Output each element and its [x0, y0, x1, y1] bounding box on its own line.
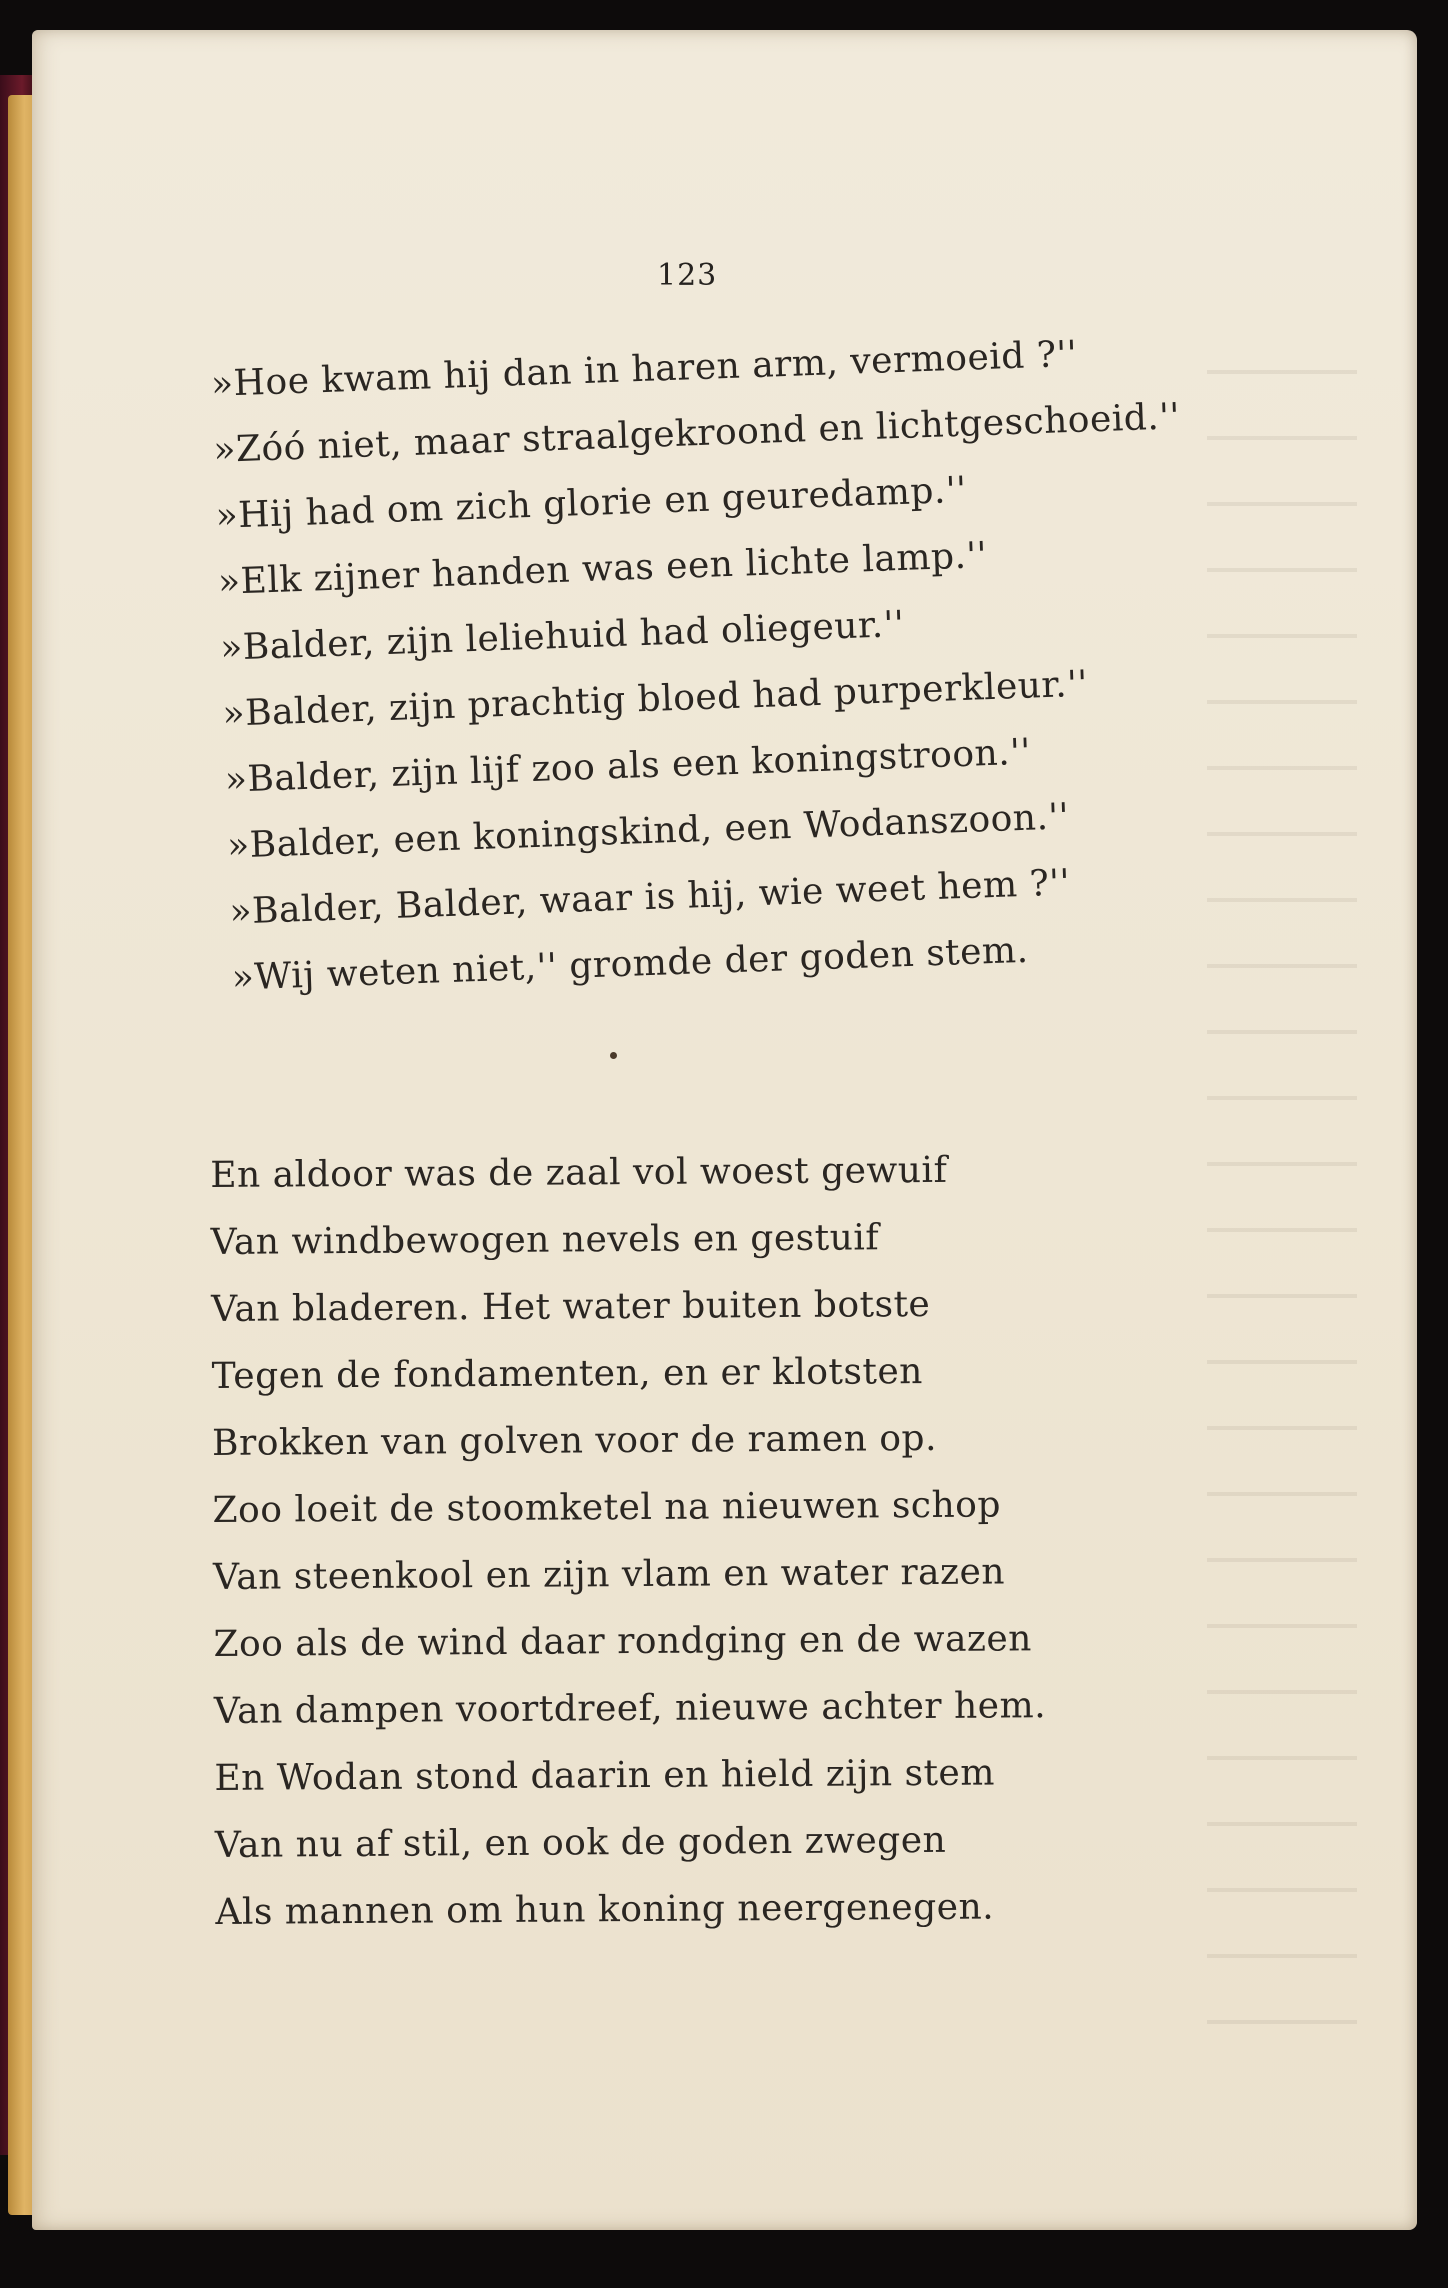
- verse-line: Van steenkool en zijn vlam en water razen: [212, 1551, 1006, 1598]
- page-number: 123: [657, 258, 718, 293]
- verse-line: »Balder, zijn lijf zoo als een koningstroon.'': [224, 731, 1032, 801]
- verse-line: Van bladeren. Het water buiten botste: [211, 1283, 931, 1330]
- verse-line: »Balder, Balder, waar is hij, wie weet hem ?'': [228, 862, 1071, 933]
- verse-line: Tegen de fondamenten, en er klotsten: [211, 1351, 924, 1397]
- verse-line: Als mannen om hun koning neergenegen.: [215, 1886, 995, 1933]
- verse-line: Zoo als de wind daar rondging en de wazen: [213, 1618, 1033, 1665]
- verse-line: »Hij had om zich glorie en geuredamp.'': [215, 469, 968, 537]
- verse-line: Brokken van golven voor de ramen op.: [211, 1417, 938, 1464]
- section-divider-dot: [610, 1052, 617, 1059]
- verse-line: »Balder, een koningskind, een Wodanszoon.'': [226, 796, 1070, 867]
- show-through-text: [1207, 330, 1357, 2030]
- verse-line: Van nu af stil, en ook de goden zwegen: [214, 1819, 947, 1866]
- verse-line: »Balder, zijn leliehuid had oliegeur.'': [219, 603, 906, 669]
- verse-line: »Wij weten niet,'' gromde der goden stem.: [231, 929, 1030, 999]
- verse-line: »Zóó niet, maar straalgekroond en lichtgeschoeid.'': [212, 396, 1181, 471]
- verse-line: »Elk zijner handen was een lichte lamp.'': [217, 535, 988, 603]
- book-page: [32, 30, 1417, 2230]
- verse-line: »Balder, zijn prachtig bloed had purperkleur.'': [221, 663, 1089, 735]
- verse-line: Van windbewogen nevels en gestuif: [210, 1217, 880, 1263]
- verse-line: Van dampen voortdreef, nieuwe achter hem.: [213, 1685, 1047, 1732]
- stanza-2: [210, 1136, 1048, 1946]
- verse-line: En aldoor was de zaal vol woest gewuif: [210, 1149, 948, 1196]
- verse-line: Zoo loeit de stoomketel na nieuwen schop: [212, 1484, 1002, 1531]
- verse-line: »Hoe kwam hij dan in haren arm, vermoeid ?'': [210, 333, 1078, 405]
- stanza-1: [210, 318, 1200, 1011]
- verse-line: En Wodan stond daarin en hield zijn stem: [214, 1752, 996, 1799]
